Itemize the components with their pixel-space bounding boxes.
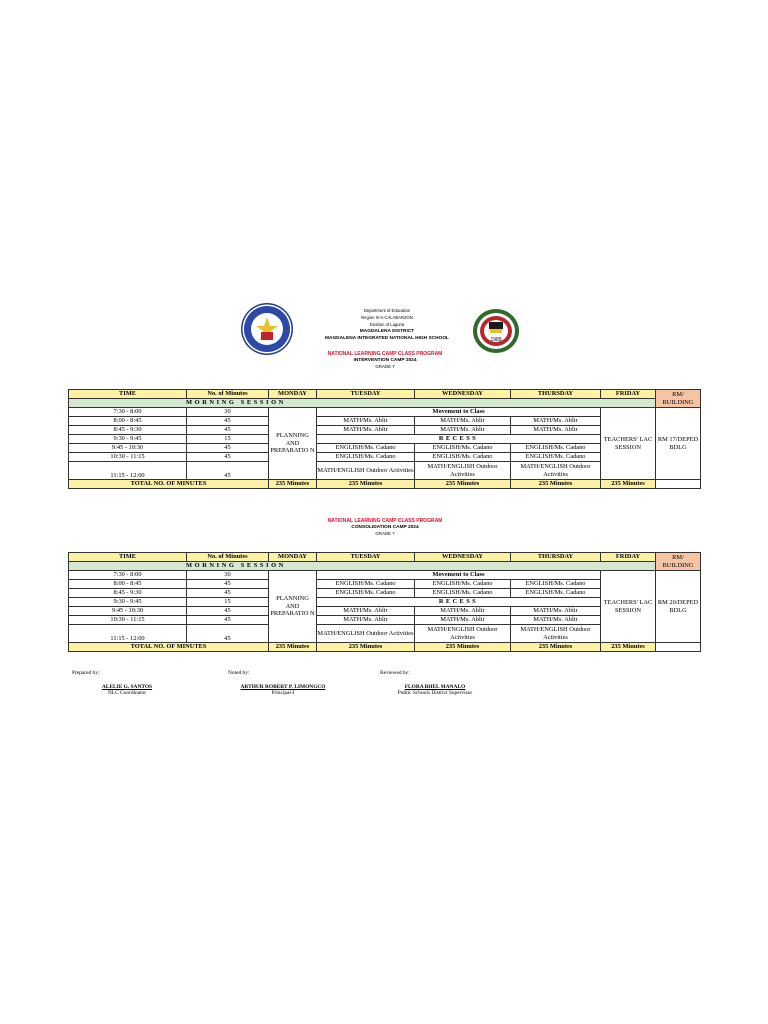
- wednesday-cell: MATH/Ms. Ablir: [415, 426, 511, 435]
- reviewed-position: Public Schools District Supervisor: [397, 690, 473, 696]
- tuesday-cell: MATH/Ms. Ablir: [317, 616, 415, 625]
- time-cell: 11:15 - 12:00: [69, 625, 187, 643]
- reviewed-name: FLORA BHEL MANALO: [404, 683, 466, 690]
- consolidation-title-block: [240, 518, 530, 538]
- wednesday-cell: MATH/ENGLISH Outdoor Activities: [415, 625, 511, 643]
- total-monday: 235 Minutes: [269, 643, 317, 652]
- school-name: MAGDALENA INTEGRATED NATIONAL HIGH SCHOOL: [324, 336, 449, 341]
- col-minutes-header: No. of Minutes: [187, 390, 269, 399]
- minutes-cell: 45: [187, 625, 269, 643]
- col-rm-header: RM/ BUILDING: [656, 553, 701, 571]
- tuesday-cell: MATH/Ms. Ablir: [317, 417, 415, 426]
- consolidation-grade: GRADE 7: [375, 531, 395, 536]
- total-rm-empty: [656, 643, 701, 652]
- total-tuesday: 235 Minutes: [317, 643, 415, 652]
- table-header-row: [69, 390, 701, 399]
- col-thursday-header: THURSDAY: [511, 553, 601, 562]
- friday-cell: TEACHERS' LAC SESSION: [601, 571, 656, 643]
- tuesday-cell: MATH/Ms. Ablir: [317, 426, 415, 435]
- thursday-cell: MATH/ENGLISH Outdoor Activities: [511, 625, 601, 643]
- col-monday-header: MONDAY: [269, 553, 317, 562]
- wednesday-cell: MATH/Ms. Ablir: [415, 417, 511, 426]
- recess-cell: RECESS: [317, 598, 601, 607]
- tuesday-cell: ENGLISH/Ms. Cadano: [317, 580, 415, 589]
- thursday-cell: MATH/ENGLISH Outdoor Activities: [511, 462, 601, 480]
- time-cell: 10:30 - 11:15: [69, 453, 187, 462]
- col-monday-header: MONDAY: [269, 390, 317, 399]
- tuesday-cell: ENGLISH/Ms. Cadano: [317, 444, 415, 453]
- minutes-cell: 45: [187, 589, 269, 598]
- col-wednesday-header: WEDNESDAY: [415, 553, 511, 562]
- col-wednesday-header: WEDNESDAY: [415, 390, 511, 399]
- tuesday-cell: MATH/ENGLISH Outdoor Activities: [317, 462, 415, 480]
- rm-cell: RM 17/DEPED BDLG: [656, 408, 701, 480]
- time-cell: 9:30 - 9:45: [69, 435, 187, 444]
- col-time-header: TIME: [69, 390, 187, 399]
- intervention-program-title: NATIONAL LEARNING CAMP CLASS PROGRAM: [327, 351, 443, 357]
- total-friday: 235 Minutes: [601, 643, 656, 652]
- tuesday-cell: ENGLISH/Ms. Cadano: [317, 589, 415, 598]
- time-cell: 8:45 - 9:30: [69, 426, 187, 435]
- total-rm-empty: [656, 480, 701, 489]
- table-row: [69, 571, 701, 580]
- minutes-cell: 45: [187, 580, 269, 589]
- minutes-cell: 45: [187, 616, 269, 625]
- minutes-cell: 45: [187, 417, 269, 426]
- thursday-cell: ENGLISH/Ms. Cadano: [511, 453, 601, 462]
- thursday-cell: ENGLISH/Ms. Cadano: [511, 589, 601, 598]
- time-cell: 10:30 - 11:15: [69, 616, 187, 625]
- consolidation-camp-name: CONSOLIDATION CAMP 2024: [351, 524, 419, 530]
- total-wednesday: 235 Minutes: [415, 643, 511, 652]
- total-tuesday: 235 Minutes: [317, 480, 415, 489]
- session-label: MORNING SESSION: [69, 399, 656, 408]
- total-monday: 235 Minutes: [269, 480, 317, 489]
- monday-cell: PLANNING AND PREPARATIO N: [269, 408, 317, 480]
- noted-name: ARTHUR ROBERT P. LIMONGCO: [240, 683, 326, 690]
- deped-seal-icon: [240, 302, 294, 356]
- time-cell: 8:00 - 8:45: [69, 417, 187, 426]
- minutes-cell: 15: [187, 598, 269, 607]
- consolidation-schedule-table: [68, 552, 701, 652]
- wednesday-cell: MATH/Ms. Ablir: [415, 616, 511, 625]
- col-tuesday-header: TUESDAY: [317, 390, 415, 399]
- prepared-by-block: [72, 670, 182, 697]
- reviewed-by-block: [380, 670, 490, 697]
- district-name: MAGDALENA DISTRICT: [359, 329, 415, 334]
- col-thursday-header: THURSDAY: [511, 390, 601, 399]
- col-minutes-header: No. of Minutes: [187, 553, 269, 562]
- total-wednesday: 235 Minutes: [415, 480, 511, 489]
- letterhead-text: [292, 307, 482, 342]
- col-time-header: TIME: [69, 553, 187, 562]
- time-cell: 11:15 - 12:00: [69, 462, 187, 480]
- tuesday-cell: MATH/ENGLISH Outdoor Activities: [317, 625, 415, 643]
- region-name: Region IV-A CALABARZON: [361, 315, 413, 320]
- consolidation-program-title: NATIONAL LEARNING CAMP CLASS PROGRAM: [327, 518, 443, 524]
- wednesday-cell: MATH/ENGLISH Outdoor Activities: [415, 462, 511, 480]
- minutes-cell: 15: [187, 435, 269, 444]
- monday-cell: PLANNING AND PREPARATIO N: [269, 571, 317, 643]
- letterhead: [240, 300, 530, 358]
- thursday-cell: MATH/Ms. Ablir: [511, 607, 601, 616]
- total-friday: 235 Minutes: [601, 480, 656, 489]
- school-seal-icon: [472, 308, 520, 354]
- session-row: [69, 399, 701, 408]
- intervention-title-block: [240, 351, 530, 371]
- reviewed-label: Reviewed by:: [380, 670, 410, 676]
- intervention-schedule-table: [68, 389, 701, 489]
- dept-name: Department of Education: [363, 308, 411, 313]
- rm-cell: RM 20/DEPED BDLG: [656, 571, 701, 643]
- minutes-cell: 45: [187, 453, 269, 462]
- col-friday-header: FRIDAY: [601, 390, 656, 399]
- minutes-cell: 30: [187, 571, 269, 580]
- wednesday-cell: ENGLISH/Ms. Cadano: [415, 444, 511, 453]
- total-label: TOTAL NO. OF MINUTES: [69, 643, 269, 652]
- wednesday-cell: ENGLISH/Ms. Cadano: [415, 453, 511, 462]
- noted-label: Noted by:: [228, 670, 250, 676]
- minutes-cell: 45: [187, 426, 269, 435]
- session-label: MORNING SESSION: [69, 562, 656, 571]
- wednesday-cell: ENGLISH/Ms. Cadano: [415, 589, 511, 598]
- division-name: Division of Laguna: [369, 322, 405, 327]
- thursday-cell: MATH/Ms. Ablir: [511, 616, 601, 625]
- col-tuesday-header: TUESDAY: [317, 553, 415, 562]
- col-rm-header: RM/ BUILDING: [656, 390, 701, 408]
- table-row: [69, 408, 701, 417]
- time-cell: 8:00 - 8:45: [69, 580, 187, 589]
- total-row: [69, 643, 701, 652]
- time-cell: 9:45 - 10:30: [69, 607, 187, 616]
- minutes-cell: 45: [187, 444, 269, 453]
- tuesday-cell: MATH/Ms. Ablir: [317, 607, 415, 616]
- session-row: [69, 562, 701, 571]
- tuesday-cell: ENGLISH/Ms. Cadano: [317, 453, 415, 462]
- noted-position: Principal-I: [271, 690, 295, 696]
- recess-cell: RECESS: [317, 435, 601, 444]
- time-cell: 8:45 - 9:30: [69, 589, 187, 598]
- total-thursday: 235 Minutes: [511, 643, 601, 652]
- thursday-cell: ENGLISH/Ms. Cadano: [511, 444, 601, 453]
- minutes-cell: 30: [187, 408, 269, 417]
- merged-cell: Movement to Class: [317, 408, 601, 417]
- minutes-cell: 45: [187, 462, 269, 480]
- school-seal-year: 1989: [490, 337, 502, 343]
- prepared-label: Prepared by:: [72, 670, 100, 676]
- friday-cell: TEACHERS' LAC SESSION: [601, 408, 656, 480]
- total-label: TOTAL NO. OF MINUTES: [69, 480, 269, 489]
- thursday-cell: MATH/Ms. Ablir: [511, 417, 601, 426]
- prepared-position: NLC Coordinator: [107, 690, 147, 696]
- total-thursday: 235 Minutes: [511, 480, 601, 489]
- time-cell: 7:30 - 8:00: [69, 408, 187, 417]
- col-friday-header: FRIDAY: [601, 553, 656, 562]
- time-cell: 9:30 - 9:45: [69, 598, 187, 607]
- wednesday-cell: MATH/Ms. Ablir: [415, 607, 511, 616]
- intervention-grade: GRADE 7: [375, 364, 395, 369]
- minutes-cell: 45: [187, 607, 269, 616]
- time-cell: 9:45 - 10:30: [69, 444, 187, 453]
- total-row: [69, 480, 701, 489]
- prepared-name: ALELIE G. SANTOS: [101, 683, 153, 690]
- wednesday-cell: ENGLISH/Ms. Cadano: [415, 580, 511, 589]
- intervention-camp-name: INTERVENTION CAMP 2024: [353, 357, 417, 363]
- table-header-row: [69, 553, 701, 562]
- noted-by-block: [228, 670, 338, 697]
- merged-cell: Movement to Class: [317, 571, 601, 580]
- thursday-cell: MATH/Ms. Ablir: [511, 426, 601, 435]
- time-cell: 7:30 - 8:00: [69, 571, 187, 580]
- thursday-cell: ENGLISH/Ms. Cadano: [511, 580, 601, 589]
